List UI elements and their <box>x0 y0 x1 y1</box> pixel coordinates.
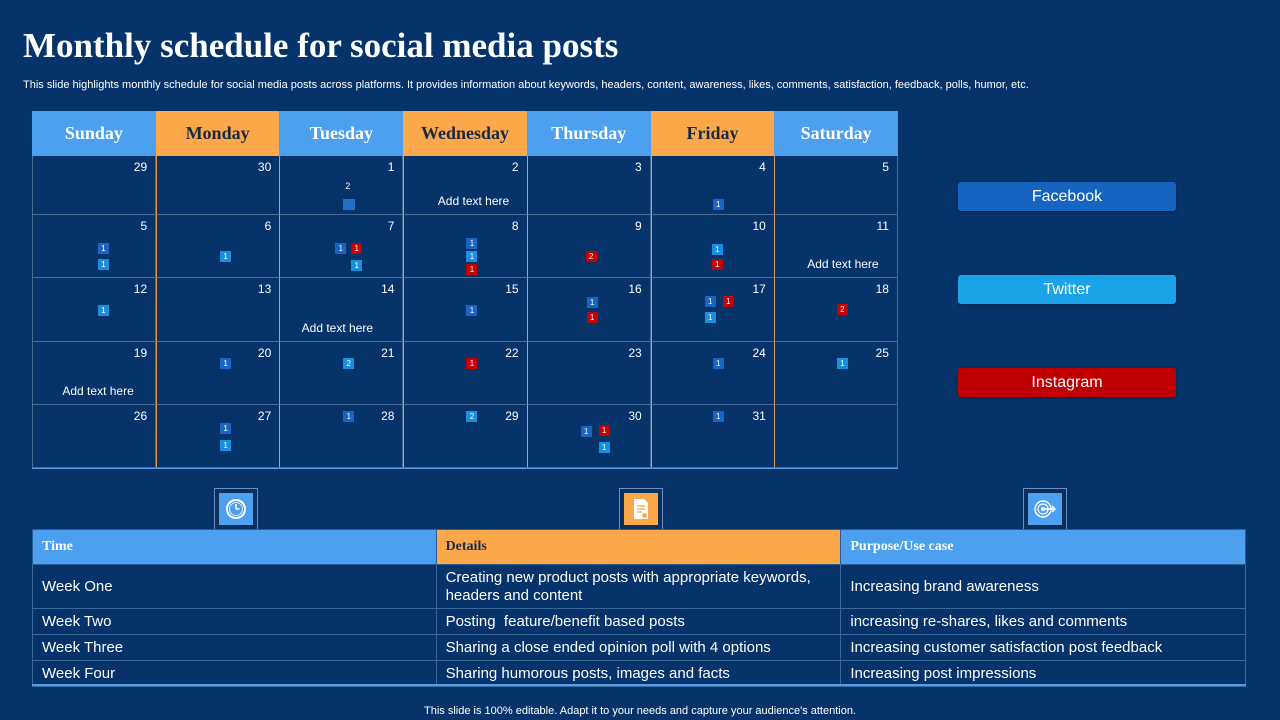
day-number: 29 <box>505 409 519 423</box>
calendar-cell[interactable] <box>32 278 156 342</box>
twitter-post-badge: 1 <box>466 251 477 262</box>
table-cell-time: Week Four <box>33 661 437 687</box>
day-number: 14 <box>381 282 395 296</box>
day-number: 19 <box>133 346 148 360</box>
document-icon-box <box>619 488 663 530</box>
facebook-post-badge: 1 <box>220 423 231 434</box>
day-number: 11 <box>876 219 889 233</box>
table-row <box>33 609 1246 635</box>
table-cell-purpose: Increasing post impressions <box>841 661 1246 687</box>
table-cell-time: Week Three <box>33 635 437 661</box>
add-text-placeholder[interactable]: Add text here <box>301 321 374 335</box>
day-number: 30 <box>628 409 642 423</box>
twitter-post-badge: 1 <box>837 358 848 369</box>
instagram-post-badge: 1 <box>351 243 362 254</box>
legend-instagram[interactable]: Instagram <box>958 368 1176 397</box>
calendar-cell[interactable] <box>280 278 403 342</box>
table-cell-details: Sharing humorous posts, images and facts <box>436 661 841 687</box>
day-number: 28 <box>381 409 395 423</box>
calendar-cell[interactable] <box>651 215 775 278</box>
calendar-cell[interactable] <box>528 405 651 468</box>
day-number: 5 <box>140 219 148 233</box>
calendar-cell-empty <box>775 405 898 468</box>
column-header-details: Details <box>436 530 841 565</box>
calendar <box>32 111 898 469</box>
column-header-purpose: Purpose/Use case <box>841 530 1246 565</box>
day-number: 20 <box>257 346 272 360</box>
calendar-cell[interactable] <box>528 342 651 405</box>
calendar-cell[interactable] <box>651 405 775 468</box>
day-number: 8 <box>511 219 519 233</box>
facebook-post-badge: 1 <box>466 305 477 316</box>
calendar-week <box>32 215 898 278</box>
twitter-post-badge: 1 <box>98 305 109 316</box>
day-number: 26 <box>133 409 148 423</box>
table-cell-purpose: increasing re-shares, likes and comments <box>841 609 1246 635</box>
footer-note: This slide is 100% editable. Adapt it to your needs and capture your audience's attention. <box>424 705 856 717</box>
calendar-cell[interactable] <box>32 342 156 405</box>
calendar-week <box>32 278 898 342</box>
day-number: 12 <box>133 282 148 296</box>
calendar-cell[interactable] <box>280 342 403 405</box>
calendar-cell[interactable] <box>528 278 651 342</box>
twitter-post-badge: 2 <box>343 358 354 369</box>
day-number: 29 <box>133 160 148 174</box>
day-number: 27 <box>257 409 272 423</box>
calendar-cell[interactable] <box>156 156 280 215</box>
add-text-placeholder[interactable]: Add text here <box>437 194 510 208</box>
calendar-cell[interactable] <box>403 156 527 215</box>
day-number: 13 <box>257 282 272 296</box>
twitter-post-badge: 1 <box>705 312 716 323</box>
instagram-post-badge: 1 <box>466 264 477 275</box>
facebook-post-badge: 1 <box>98 243 109 254</box>
table-row <box>33 661 1246 687</box>
calendar-cell[interactable] <box>775 156 898 215</box>
day-number: 18 <box>875 282 889 296</box>
calendar-cell[interactable] <box>651 156 775 215</box>
twitter-post-badge: 1 <box>98 259 109 270</box>
day-number: 16 <box>628 282 642 296</box>
calendar-cell[interactable] <box>32 215 156 278</box>
day-number: 24 <box>752 346 766 360</box>
instagram-post-badge: 1 <box>599 425 610 436</box>
calendar-week <box>32 342 898 405</box>
target-icon <box>1028 493 1062 525</box>
day-header-saturday: Saturday <box>774 111 898 156</box>
facebook-post-badge: 1 <box>587 297 598 308</box>
legend-facebook[interactable]: Facebook <box>958 182 1176 211</box>
day-number: 17 <box>752 282 766 296</box>
facebook-post-badge: 1 <box>713 411 724 422</box>
facebook-post-marker <box>343 199 355 210</box>
instagram-post-badge: 1 <box>587 312 598 323</box>
table-cell-time: Week Two <box>33 609 437 635</box>
day-number: 15 <box>505 282 519 296</box>
facebook-post-badge: 1 <box>581 426 592 437</box>
calendar-cell[interactable] <box>32 156 156 215</box>
calendar-cell[interactable] <box>280 405 403 468</box>
facebook-post-badge: 1 <box>220 358 231 369</box>
twitter-post-badge: 1 <box>220 251 231 262</box>
day-number: 10 <box>752 219 766 233</box>
day-number: 1 <box>387 160 395 174</box>
calendar-cell[interactable] <box>403 215 527 278</box>
day-number: 9 <box>635 219 642 233</box>
day-header-thursday: Thursday <box>527 111 651 156</box>
facebook-post-badge: 1 <box>343 411 354 422</box>
day-number: 25 <box>875 346 889 360</box>
facebook-post-badge: 1 <box>713 199 724 210</box>
instagram-post-badge: 2 <box>586 251 597 262</box>
facebook-post-badge: 1 <box>335 243 346 254</box>
day-header-wednesday: Wednesday <box>403 111 527 156</box>
table-cell-details: Posting feature/benefit based posts <box>436 609 841 635</box>
instagram-post-badge: 1 <box>466 358 477 369</box>
twitter-post-badge: 1 <box>220 440 231 451</box>
instagram-post-badge: 1 <box>712 259 723 270</box>
calendar-cell[interactable] <box>32 405 156 468</box>
calendar-cell[interactable] <box>528 215 651 278</box>
calendar-cell[interactable] <box>156 342 280 405</box>
twitter-post-badge: 1 <box>712 244 723 255</box>
page-title: Monthly schedule for social media posts <box>23 26 619 65</box>
calendar-cell[interactable] <box>403 278 527 342</box>
legend-twitter[interactable]: Twitter <box>958 275 1176 304</box>
day-number: 5 <box>882 160 889 174</box>
day-number: 21 <box>381 346 395 360</box>
table-header-row <box>33 530 1246 565</box>
column-header-time: Time <box>33 530 437 565</box>
instagram-post-badge: 1 <box>723 296 734 307</box>
day-header-friday: Friday <box>651 111 775 156</box>
page-subtitle: This slide highlights monthly schedule for social media posts across platforms. It provides information about keywords, headers, content, awareness, likes, comments, satisfaction, feedback, polls, humor, etc. <box>23 79 1029 91</box>
table-cell-time: Week One <box>33 565 437 609</box>
facebook-post-badge: 1 <box>713 358 724 369</box>
calendar-cell[interactable] <box>775 278 898 342</box>
calendar-cell[interactable] <box>280 156 403 215</box>
calendar-week <box>32 405 898 468</box>
target-icon-box <box>1023 488 1067 530</box>
document-icon <box>624 493 658 525</box>
day-header-tuesday: Tuesday <box>279 111 403 156</box>
weekly-plan-table <box>32 529 1246 687</box>
calendar-cell[interactable] <box>775 215 898 278</box>
add-text-placeholder[interactable]: Add text here <box>62 384 134 398</box>
calendar-cell[interactable] <box>403 342 527 405</box>
day-number: 6 <box>264 219 272 233</box>
clock-icon-box <box>214 488 258 530</box>
table-cell-purpose: Increasing customer satisfaction post feedback <box>841 635 1246 661</box>
table-cell-purpose: Increasing brand awareness <box>841 565 1246 609</box>
calendar-cell[interactable] <box>156 278 280 342</box>
calendar-cell[interactable] <box>280 215 403 278</box>
calendar-header <box>32 111 898 156</box>
calendar-cell[interactable] <box>528 156 651 215</box>
table-row <box>33 635 1246 661</box>
calendar-week <box>32 156 898 215</box>
instagram-post-badge: 2 <box>837 304 848 315</box>
day-number: 7 <box>387 219 395 233</box>
day-number: 3 <box>635 160 642 174</box>
calendar-cell[interactable] <box>775 342 898 405</box>
day-number: 4 <box>759 160 766 174</box>
calendar-cell[interactable] <box>156 405 280 468</box>
table-bottom-border <box>32 684 1246 686</box>
day-number: 31 <box>752 409 766 423</box>
twitter-post-badge: 1 <box>351 260 362 271</box>
table-cell-details: Sharing a close ended opinion poll with 4 options <box>436 635 841 661</box>
day-number: 23 <box>628 346 642 360</box>
day-number: 30 <box>257 160 272 174</box>
calendar-cell[interactable] <box>651 278 775 342</box>
day-header-sunday: Sunday <box>32 111 156 156</box>
post-count-label: 2 <box>345 181 351 191</box>
calendar-cell[interactable] <box>156 215 280 278</box>
day-number: 22 <box>505 346 519 360</box>
calendar-cell[interactable] <box>403 405 527 468</box>
calendar-cell[interactable] <box>651 342 775 405</box>
facebook-post-badge: 1 <box>705 296 716 307</box>
twitter-post-badge: 2 <box>466 411 477 422</box>
day-number: 2 <box>511 160 519 174</box>
day-header-monday: Monday <box>156 111 280 156</box>
add-text-placeholder[interactable]: Add text here <box>807 257 879 271</box>
table-row <box>33 565 1246 609</box>
table-cell-details: Creating new product posts with appropriate keywords, headers and content <box>436 565 841 609</box>
facebook-post-badge: 1 <box>466 238 477 249</box>
twitter-post-badge: 1 <box>599 442 610 453</box>
clock-icon <box>219 493 253 525</box>
